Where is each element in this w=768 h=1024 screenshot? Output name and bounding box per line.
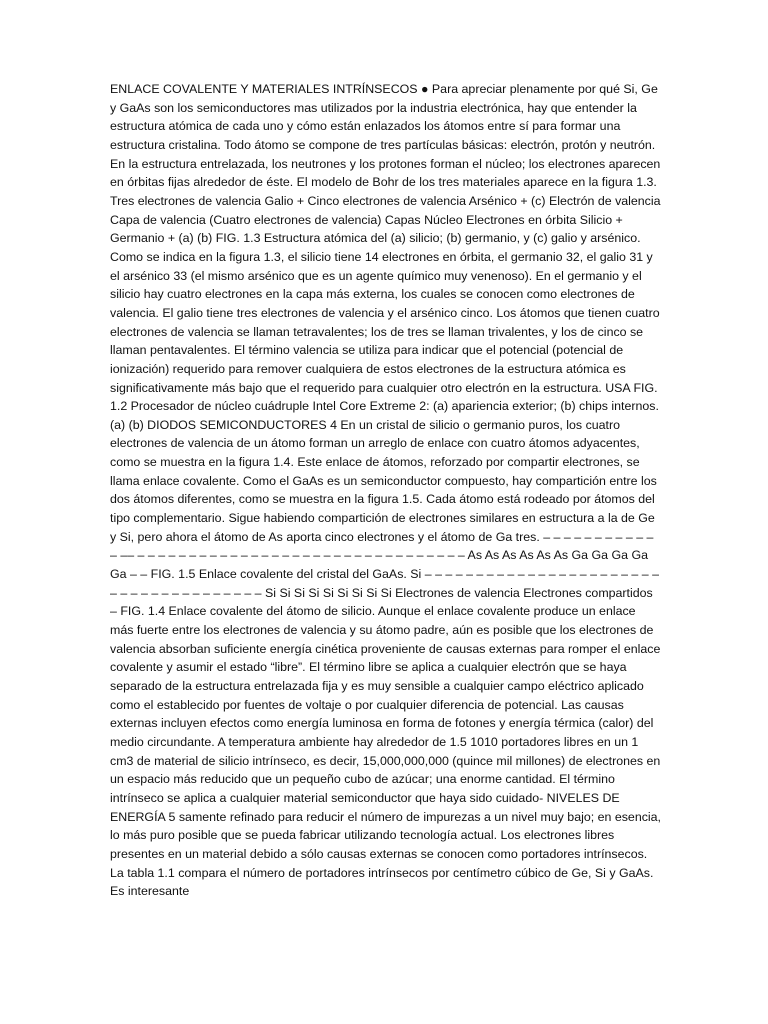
document-body-text: ENLACE COVALENTE Y MATERIALES INTRÍNSECOS ● Para apreciar plenamente por qué Si, Ge y GaAs son los semiconductores mas utilizados por la industria electrónica, hay que entender la estructura atómica de cada uno y cómo están enlazados los átomos entre sí para formar una estructura cristalina. Todo átomo se compone de tres partículas básicas: electrón, protón y neutrón. En la estructura entrelazada, los neutrones y los protones forman el núcleo; los electrones aparecen en órbitas fijas alrededor de éste. El modelo de Bohr de los tres materiales aparece en la figura 1.3. Tres electrones de valencia Galio + Cinco electrones de valencia Arsénico + (c) Electrón de valencia Capa de valencia (Cuatro electrones de valencia) Capas Núcleo Electrones en órbita Silicio + Germanio + (a) (b) FIG. 1.3 Estructura atómica del (a) silicio; (b) germanio, y (c) galio y arsénico. Como se indica en la figura 1.3, el silicio tiene 14 electrones en órbita, el germanio 32, el galio 31 y el arsénico 33 (el mismo arsénico que es un agente químico muy venenoso). En el germanio y el silicio hay cuatro electrones en la capa más externa, los cuales se conocen como electrones de valencia. El galio tiene tres electrones de valencia y el arsénico cinco. Los átomos que tienen cuatro electrones de valencia se llaman tetravalentes; los de tres se llaman trivalentes, y los de cinco se llaman pentavalentes. El término valencia se utiliza para indicar que el potencial (potencial de ionización) requerido para remover cualquiera de estos electrones de la estructura atómica es significativamente más bajo que el requerido para cualquier otro electrón en la estructura. USA FIG. 1.2 Procesador de núcleo cuádruple Intel Core Extreme 2: (a) apariencia exterior; (b) chips internos. (a) (b) DIODOS SEMICONDUCTORES 4 En un cristal de silicio o germanio puros, los cuatro electrones de valencia de un átomo forman un arreglo de enlace con cuatro átomos adyacentes, como se muestra en la figura 1.4. Este enlace de átomos, reforzado por compartir electrones, se llama enlace covalente. Como el GaAs es un semiconductor compuesto, hay compartición entre los dos átomos diferentes, como se muestra en la figura 1.5. Cada átomo está rodeado por átomos del tipo complementario. Sigue habiendo compartición de electrones similares en estructura a la de Ge y Si, pero ahora el átomo de As aporta cinco electrones y el átomo de Ga tres. – – – – – – – – – – – – –– – – – – – – – – – – – – – – – – – – – – – – – – – – – – – – – – As As As As As As Ga Ga Ga Ga Ga – – FIG. 1.5 Enlace covalente del cristal del GaAs. Si – – – – – – – – – – – – – – – – – – – – – – – – – – – – – – – – – – – – – – Si Si Si Si Si Si Si Si Si Electrones de valencia Electrones compartidos – FIG. 1.4 Enlace covalente del átomo de silicio. Aunque el enlace covalente produce un enlace más fuerte entre los electrones de valencia y su átomo padre, aún es posible que los electrones de valencia absorban suficiente energía cinética proveniente de causas externas para romper el enlace covalente y asumir el estado “libre”. El término libre se aplica a cualquier electrón que se haya separado de la estructura entrelazada fija y es muy sensible a cualquier campo eléctrico aplicado como el establecido por fuentes de voltaje o por cualquier diferencia de potencial. Las causas externas incluyen efectos como energía luminosa en forma de fotones y energía térmica (calor) del medio circundante. A temperatura ambiente hay alrededor de 1.5 1010 portadores libres en un 1 cm3 de material de silicio intrínseco, es decir, 15,000,000,000 (quince mil millones) de electrones en un espacio más reducido que un pequeño cubo de azúcar; una enorme cantidad. El término intrínseco se aplica a cualquier material semiconductor que haya sido cuidado- NIVELES DE ENERGÍA 5 samente refinado para reducir el número de impurezas a un nivel muy bajo; en esencia, lo más puro posible que se pueda fabricar utilizando tecnología actual. Los electrones libres presentes en un material debido a sólo causas externas se conocen como portadores intrínsecos. La tabla 1.1 compara el número de portadores intrínsecos por centímetro cúbico de Ge, Si y GaAs. Es interesante xyxy=(110,82,661,899)
document-page xyxy=(110,80,662,980)
